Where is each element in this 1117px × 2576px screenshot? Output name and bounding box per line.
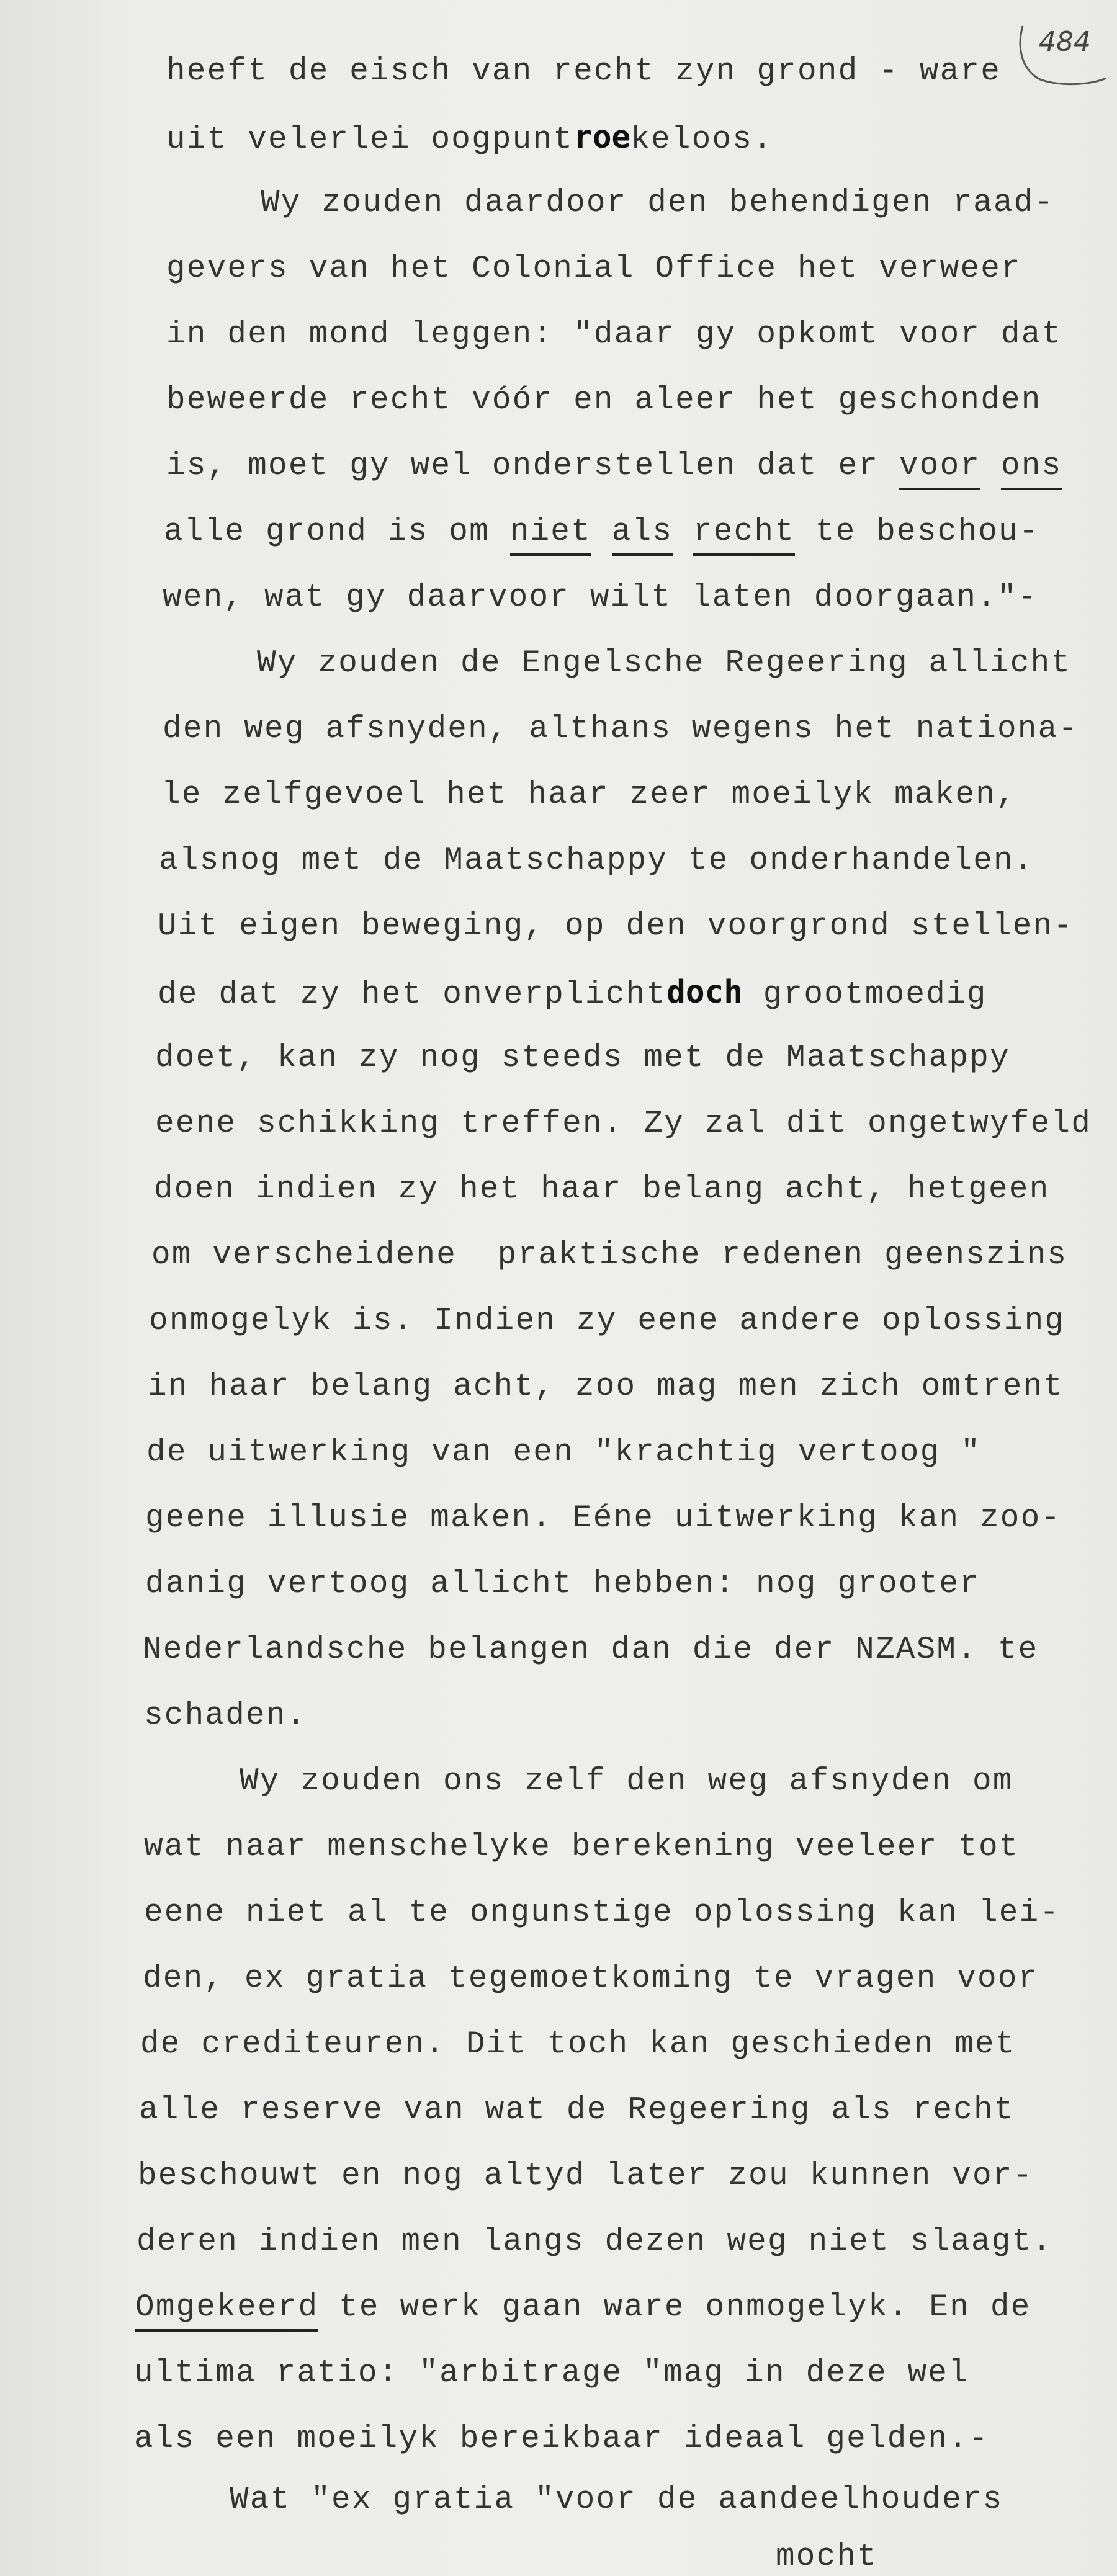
text-line: heeft de eisch van recht zyn grond - ware — [166, 54, 1002, 89]
text-line: alsnog met de Maatschappy te onderhandelen. — [159, 843, 1034, 879]
text-line: de crediteuren. Dit toch kan geschieden met — [140, 2027, 1016, 2062]
text-line: Wat "ex gratia "voor de aandeelhouders — [230, 2482, 1003, 2518]
text-line: Wy zouden de Engelsche Regeering allicht — [257, 646, 1072, 681]
text-line: schaden. — [144, 1698, 307, 1733]
text-line: eene niet al te ongunstige oplossing kan lei- — [144, 1895, 1061, 1931]
text-line: in haar belang acht, zoo mag men zich omtrent — [148, 1369, 1064, 1405]
text-line: onmogelyk is. Indien zy eene andere oplossing — [149, 1304, 1065, 1339]
text-line: gevers van het Colonial Office het verweer — [166, 251, 1021, 287]
text-line: Wy zouden ons zelf den weg afsnyden om — [240, 1764, 1013, 1799]
text-line: om verscheidene praktische redenen geenszins — [151, 1238, 1068, 1273]
underlined-word: als — [612, 514, 673, 556]
text-line: Nederlandsche belangen dan die der NZASM. te — [143, 1632, 1039, 1668]
text-line: wat naar menschelyke berekening veeleer tot — [144, 1830, 1020, 1865]
underlined-word: Omgekeerd — [135, 2290, 318, 2332]
text-line: Omgekeerd te werk gaan ware onmogelyk. En de — [135, 2292, 1031, 2323]
text-line: Wy zouden daardoor den behendigen raad- — [261, 186, 1055, 221]
text-line: alle grond is om niet als recht te beschou- — [164, 516, 1039, 548]
text-line: den, ex gratia tegemoetkoming te vragen voor — [143, 1961, 1039, 1997]
text-line: de dat zy het onverplichtdoch grootmoedig — [158, 974, 987, 1013]
text-line: in den mond leggen: "daar gy opkomt voor dat — [166, 317, 1062, 352]
page-number-text: 484 — [1039, 26, 1091, 58]
text-line: als een moeilyk bereikbaar ideaal gelden.- — [134, 2422, 989, 2457]
text-line: doen indien zy het haar belang acht, hetgeen — [154, 1172, 1050, 1207]
text-line: geene illusie maken. Eéne uitwerking kan zoo- — [145, 1501, 1062, 1536]
text-line: uit velerlei oogpuntroekeloos. — [166, 119, 773, 158]
underlined-word: ons — [1001, 449, 1062, 490]
text-line: deren indien men langs dezen weg niet slaagt. — [137, 2224, 1053, 2260]
text-line: ultima ratio: "arbitrage "mag in deze wel — [134, 2356, 969, 2391]
underlined-word: voor — [899, 449, 980, 490]
underlined-word: niet — [510, 514, 591, 556]
text-line: eene schikking treffen. Zy zal dit ongetwyfeld — [155, 1106, 1092, 1142]
handwritten-correction: doch — [666, 974, 743, 1011]
underlined-word: recht — [693, 514, 795, 556]
text-line: de uitwerking van een "krachtig vertoog " — [146, 1435, 982, 1470]
text-line: den weg afsnyden, althans wegens het nationa- — [163, 712, 1079, 747]
text-line: beweerde recht vóór en aleer het geschonden — [166, 383, 1042, 418]
text-line: doet, kan zy nog steeds met de Maatschappy — [155, 1040, 1010, 1076]
handwritten-correction: roe — [573, 119, 631, 156]
text-line: le zelfgevoel het haar zeer moeilyk maken, — [161, 777, 1016, 813]
text-line: wen, wat gy daarvoor wilt laten doorgaan."- — [163, 580, 1038, 615]
text-line: alle reserve van wat de Regeering als recht — [139, 2093, 1015, 2128]
handwritten-page-number — [1015, 19, 1108, 87]
text-line: beschouwt en nog altyd later zou kunnen vor- — [138, 2158, 1034, 2194]
page-number-mark — [1015, 19, 1108, 87]
text-line: Uit eigen beweging, op den voorgrond stellen- — [158, 909, 1074, 944]
text-line: danig vertoog allicht hebben: nog grooter — [145, 1567, 980, 1602]
text-line: is, moet gy wel onderstellen dat er voor ons — [166, 450, 1062, 482]
catchword: mocht — [776, 2539, 878, 2575]
